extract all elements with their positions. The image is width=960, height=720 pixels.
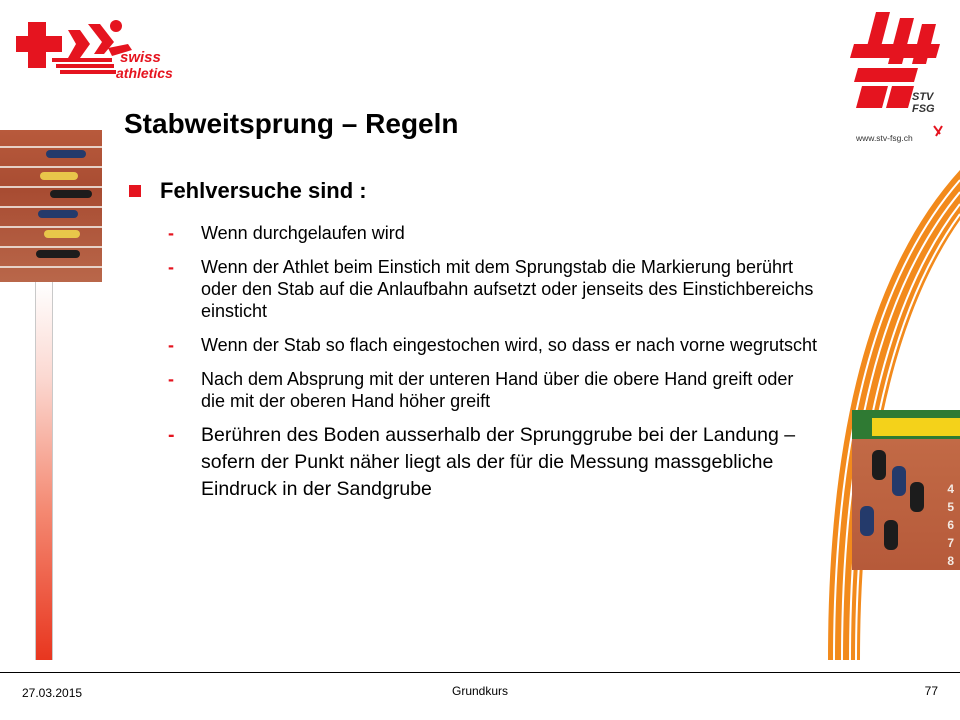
list-item bbox=[168, 256, 818, 322]
sprint-start-photo bbox=[0, 130, 102, 282]
page-number: 77 bbox=[924, 684, 938, 698]
sprint-race-photo: 4 5 6 7 8 bbox=[852, 410, 960, 570]
dash-bullet-icon: - bbox=[168, 257, 174, 277]
swiss-athletics-logo bbox=[16, 14, 186, 84]
swiss-logo-text-1: swiss bbox=[120, 49, 161, 66]
section-heading bbox=[129, 178, 367, 204]
item-text: Wenn durchgelaufen wird bbox=[201, 223, 405, 243]
footer-title: Grundkurs bbox=[451, 684, 509, 698]
item-text: Wenn der Stab so flach eingestochen wird, so dass er nach vorne wegrutscht bbox=[201, 335, 818, 355]
rules-list bbox=[168, 222, 818, 515]
list-item bbox=[168, 422, 818, 503]
stv-text-1: STV bbox=[912, 91, 934, 103]
item-text: Nach dem Absprung mit der unteren Hand über die obere Hand greift oder die mit der oberen Hand höher greift bbox=[201, 369, 794, 411]
heading-text: Fehlversuche sind : bbox=[160, 178, 367, 203]
dash-bullet-icon: - bbox=[168, 369, 174, 389]
dash-bullet-icon: - bbox=[168, 424, 175, 446]
item-text: Berühren des Boden ausserhalb der Sprunggrube bei der Landung – sofern der Punkt näher liegt als der für die Messung massgebliche Eindruck in der Sandgrube bbox=[201, 424, 796, 500]
slide-title: Stabweitsprung – Regeln bbox=[124, 108, 459, 139]
footer-date: 27.03.2015 bbox=[22, 686, 83, 700]
swiss-logo-text-2: athletics bbox=[116, 65, 173, 81]
footer-divider bbox=[0, 672, 960, 673]
stv-url: www.stv-fsg.ch bbox=[856, 133, 913, 143]
list-item bbox=[168, 222, 818, 244]
item-text: Wenn der Athlet beim Einstich mit dem Sprungstab die Markierung berührt oder den Stab auf die Anlaufbahn aufsetzt oder jenseits des Einstichbereichs einsticht bbox=[201, 257, 814, 321]
decorative-gradient-bar bbox=[35, 282, 53, 660]
stv-text-2: FSG bbox=[912, 103, 935, 115]
dash-bullet-icon: - bbox=[168, 223, 174, 243]
dash-bullet-icon: - bbox=[168, 335, 174, 355]
stv-fsg-logo bbox=[848, 8, 948, 150]
list-item bbox=[168, 368, 818, 412]
list-item bbox=[168, 334, 818, 356]
square-bullet-icon bbox=[129, 185, 141, 197]
